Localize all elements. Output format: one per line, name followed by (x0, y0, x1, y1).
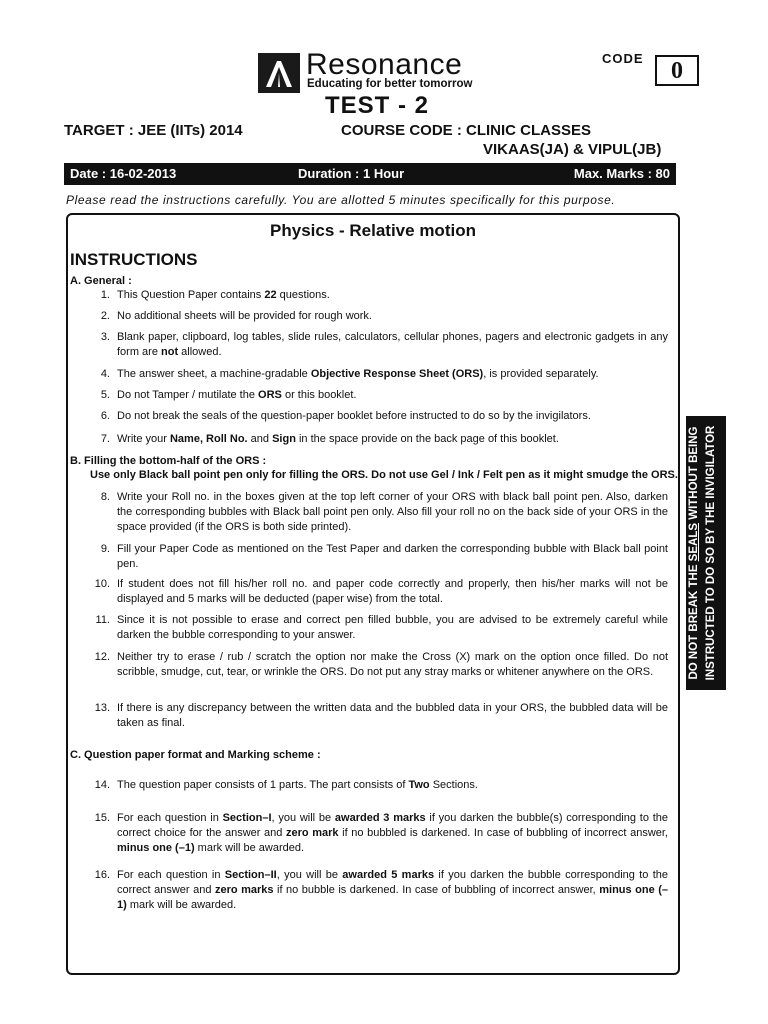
list-item: 15. For each question in Section–I, you will be awarded 3 marks if you darken the bubble(s) corresponding to the correct choice for the answer and zero mark if no bubbled is darkened. In case of bubbling of incorrect answer, minus one (–1) mark will be awarded. (94, 812, 668, 854)
seal-warning-strip (686, 416, 726, 690)
list-item: 9. Fill your Paper Code as mentioned on the Test Paper and darken the corresponding bubble with Black ball point pen. (100, 543, 668, 570)
subject-title: Physics - Relative motion (270, 221, 476, 240)
max-marks: Max. Marks : 80 (573, 166, 670, 181)
exam-duration: Duration : 1 Hour (298, 166, 405, 181)
course-code: COURSE CODE : CLINIC CLASSES (341, 122, 592, 139)
list-item: 6. Do not break the seals of the question-paper booklet before instructed to do so by the invigilators. (100, 410, 591, 422)
section-a-heading: A. General : (70, 275, 132, 287)
instructions-heading: INSTRUCTIONS (70, 250, 198, 269)
info-bar (64, 163, 676, 185)
read-instructions-note: Please read the instructions carefully. You are allotted 5 minutes specifically for this purpose. (66, 193, 616, 207)
code-label: CODE (602, 51, 644, 66)
code-value: 0 (655, 55, 699, 86)
list-item: 7. Write your Name, Roll No. and Sign in the space provide on the back page of this booklet. (100, 433, 559, 445)
test-title: TEST - 2 (325, 92, 430, 119)
target-exam: TARGET : JEE (IITs) 2014 (64, 122, 243, 139)
section-b-note: Use only Black ball point pen only for filling the ORS. Do not use Gel / Ink / Felt pen as it might smudge the ORS. (90, 469, 678, 481)
list-item: 3. Blank paper, clipboard, log tables, slide rules, calculators, cellular phones, pagers and electronic gadgets in any form are not allowed. (100, 331, 668, 358)
list-item: 4. The answer sheet, a machine-gradable Objective Response Sheet (ORS), is provided separately. (100, 368, 599, 380)
list-item: 8. Write your Roll no. in the boxes given at the top left corner of your ORS with black ball point pen. Also, darken the corresponding bubbles with Black ball point pen only. Also fill your roll no on the back side of your ORS in the space provided (if the ORS is both side printed). (100, 491, 668, 533)
exam-date: Date : 16-02-2013 (70, 166, 177, 181)
seal-warning-line-1: DO NOT BREAK THE SEALS WITHOUT BEING (688, 426, 700, 680)
brand-name: Resonance (306, 48, 463, 81)
section-c-heading: C. Question paper format and Marking scheme : (70, 749, 321, 761)
list-item: 5. Do not Tamper / mutilate the ORS or this booklet. (100, 389, 357, 401)
list-item: 13. If there is any discrepancy between the written data and the bubbled data in your ORS, the bubbled data will be taken as final. (94, 702, 668, 729)
list-item: 1. This Question Paper contains 22 questions. (100, 289, 330, 301)
section-b-heading: B. Filling the bottom-half of the ORS : (70, 455, 267, 467)
list-item: 10. If student does not fill his/her roll no. and paper code correctly and properly, then his/her marks will not be displayed and 5 marks will be deducted (paper wise) from the total. (94, 578, 668, 605)
resonance-logo-icon (258, 53, 300, 93)
batch-names: VIKAAS(JA) & VIPUL(JB) (483, 141, 662, 158)
list-item: 2. No additional sheets will be provided for rough work. (100, 310, 372, 322)
list-item: 11. Since it is not possible to erase and correct pen filled bubble, you are advised to be extremely careful while darken the bubble corresponding to your answer. (95, 614, 668, 641)
list-item: 14. The question paper consists of 1 parts. The part consists of Two Sections. (94, 779, 478, 791)
list-item: 12. Neither try to erase / rub / scratch the option nor make the Cross (X) mark on the option once filled. Do not scribble, smudge, cut, tear, or wrinkle the ORS. Do not put any stray marks or whitener anywhere on the ORS. (94, 651, 668, 678)
list-item: 16. For each question in Section–II, you will be awarded 5 marks if you darken the bubble corresponding to the correct answer and zero marks if no bubble is darkened. In case of bubbling of incorrect answer, minus one (–1) mark will be awarded. (94, 869, 668, 911)
seal-warning-line-2: INSTRUCTED TO DO SO BY THE INVIGILATOR (705, 425, 717, 681)
brand-tagline: Educating for better tomorrow (307, 78, 473, 90)
